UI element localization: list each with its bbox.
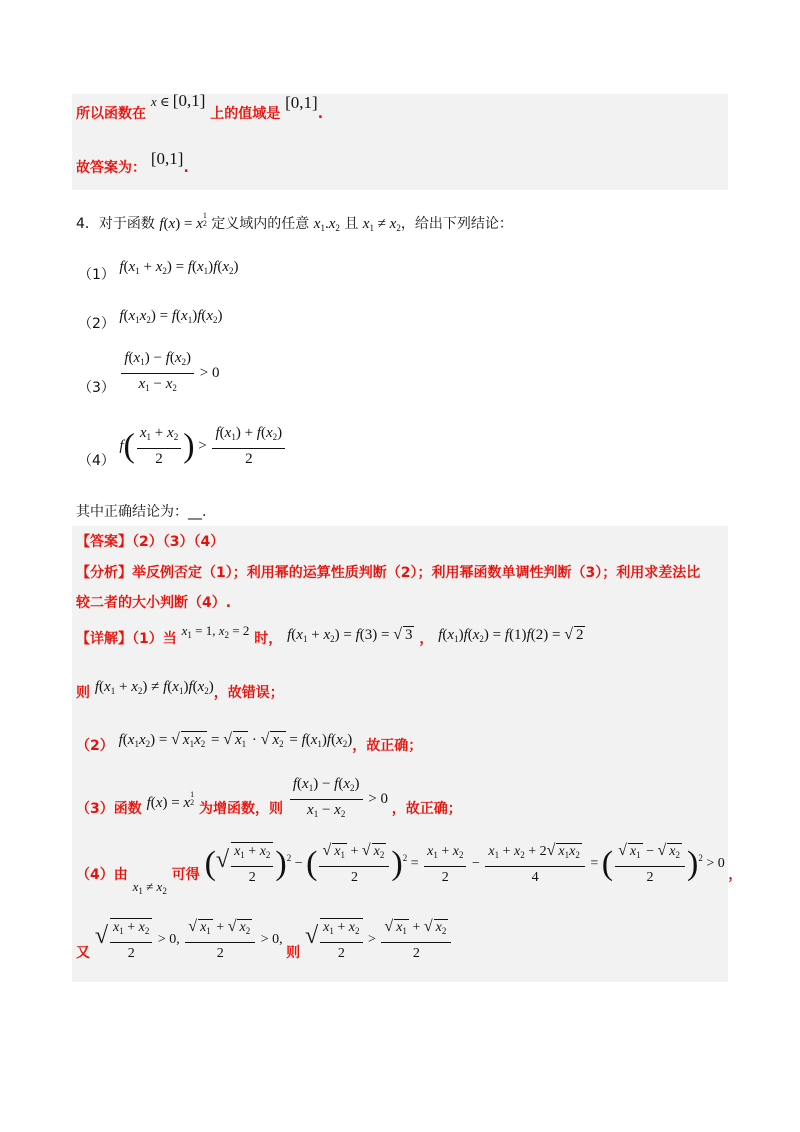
detail-4-mid: 可得 [171,867,200,884]
statement-2 [78,305,223,332]
top-line-1-middle: 上的值域是 [210,106,281,122]
answer-text: （2）（3）（4） [132,534,225,550]
statement-3-label: （3） [78,379,115,396]
question-number: 4． [76,216,99,232]
detail-4b-formula-a: √ $\frac{x_1 + x_2}{2}$ > 0, $\frac{√ x_1 + √ x_2}{2}$ > 0, [94,918,287,961]
detail-4-formula: (√ $\frac{x_1 + x_2}{2}$ )$^2$ − ( $\frac{√ x_1 + √ x_2}{2}$ )$^2$ = $\frac{x_1 + x_2}{2}$ − $\frac{x_1 + x_2 + 2√ x_1x_2}{4}$ = ( $\frac{√ x_1 - √ x_2}{2}$ )$^2$ > 0 [204,842,729,885]
detail-4b [76,918,453,962]
statement-2-label: （2） [78,316,115,332]
detail-1b-suffix: ，故错误； [213,685,284,701]
answer-interval: [0,1] [150,149,184,168]
statement-4-label: （4） [78,452,115,469]
top-line-1-end: . [317,106,324,122]
detail-3-prefix: （3）函数 [76,800,142,817]
function-definition: f(x) = x $^{1 2}$ [159,211,207,232]
analysis-text-1: 举反例否定（1）；利用幂的运算性质判断（2）；利用幂函数单调性判断（3）；利用求差法比 [132,565,701,581]
x1-x2-vars: $x_1.x_2$ [313,216,340,233]
detail-1-comma: ， [419,631,434,647]
question-text-c: 且 [344,216,359,232]
statement-1 [78,256,239,283]
detail-3-mid: 为增函数，则 [198,800,283,817]
detail-3-suffix: ，故正确； [391,800,462,817]
statement-4-formula: f( $\frac{x_1 + x_2}{2}$ ) > $\frac{f(x_1) + f(x_2)}{2}$ [119,438,287,454]
detail-2 [76,731,423,755]
range-interval: [0,1] [285,93,318,112]
detail-1-time: 时， [254,631,283,647]
detail-2-prefix: （2） [76,738,114,754]
detail-2-formula: $f(x_1x_2)$ = √ $x_1x_2$ = √ $x_1$ · √ $x_2 = f(x_1)f(x_2)$ [118,731,353,749]
analysis-text-2: 较二者的大小判断（4）. [76,595,232,611]
detail-1 [76,623,585,648]
statement-3-formula: $\frac{f(x_1) - f(x_2)}{x_1 - x_2}$ > 0 [119,365,219,381]
detail-1b-prefix: 则 [76,685,90,701]
detail-1b [76,679,284,702]
statement-2-formula: $f(x_1x_2) = f(x_1)f(x_2)$ [119,308,223,325]
answer-prefix: 故答案为： [76,160,146,176]
top-line-2 [76,149,189,177]
x1-neq-x2: $x_1 \ne x_2$ [362,216,401,233]
top-line-1-prefix: 所以函数在 [76,106,146,122]
detail-3-function: f(x) = x $^{1 2}$ [146,789,195,811]
detail-4 [76,842,743,897]
statement-1-label: （1） [78,267,115,283]
analysis-label: 【分析】 [76,565,132,581]
question-text-a: 对于函数 [98,216,155,232]
answer-label: 【答案】 [76,534,132,550]
answer-end: . [183,160,189,176]
question-4-header [76,212,513,233]
detail-4-condition: $x_1 \ne x_2$ [132,879,167,897]
detail-2-suffix: ，故正确； [352,738,423,754]
answer-line [76,531,224,551]
detail-1-formula-b: $f(x_1)f(x_2) = f(1)f(2)$ = √ 2 [438,626,584,644]
question-text-b: 定义域内的任意 [211,216,310,232]
detail-4-prefix: （4）由 [76,867,128,884]
question-tail-text: 其中正确结论为：__. [76,504,207,520]
top-line-1 [76,91,324,123]
detail-1b-formula: $f(x_1 + x_2) \ne f(x_1)f(x_2)$ [94,679,214,696]
statement-3 [78,350,220,397]
detail-label: 【详解】 [76,631,132,647]
x-in-interval: x ∈ [0,1] [150,91,206,110]
question-tail [76,501,206,521]
detail-1-formula-a: $f(x_1 + x_2) = f(3)$ = √ 3 [287,626,413,644]
detail-3 [76,776,462,823]
analysis-line-2 [76,592,231,612]
detail-1-values: $x_1 = 1$, $x_2 = 2$ [181,623,250,640]
detail-3-formula: $\frac{f(x_1) - f(x_2)}{x_1 - x_2}$ > 0 [288,791,392,807]
statement-4 [78,425,287,468]
detail-1-prefix: （1）当 [132,631,177,647]
question-text-d: ，给出下列结论： [400,216,513,232]
analysis-line-1 [76,562,700,582]
detail-4b-formula-b: √ $\frac{x_1 + x_2}{2}$ > $\frac{√ x_1 + √ x_2}{2}$ [305,932,453,947]
detail-4-suffix: ， [728,867,743,884]
detail-4b-prefix: 又 [76,945,90,962]
detail-4b-mid: 则 [286,945,301,962]
statement-1-formula: $f(x_1 + x_2) = f(x_1)f(x_2)$ [119,259,239,276]
